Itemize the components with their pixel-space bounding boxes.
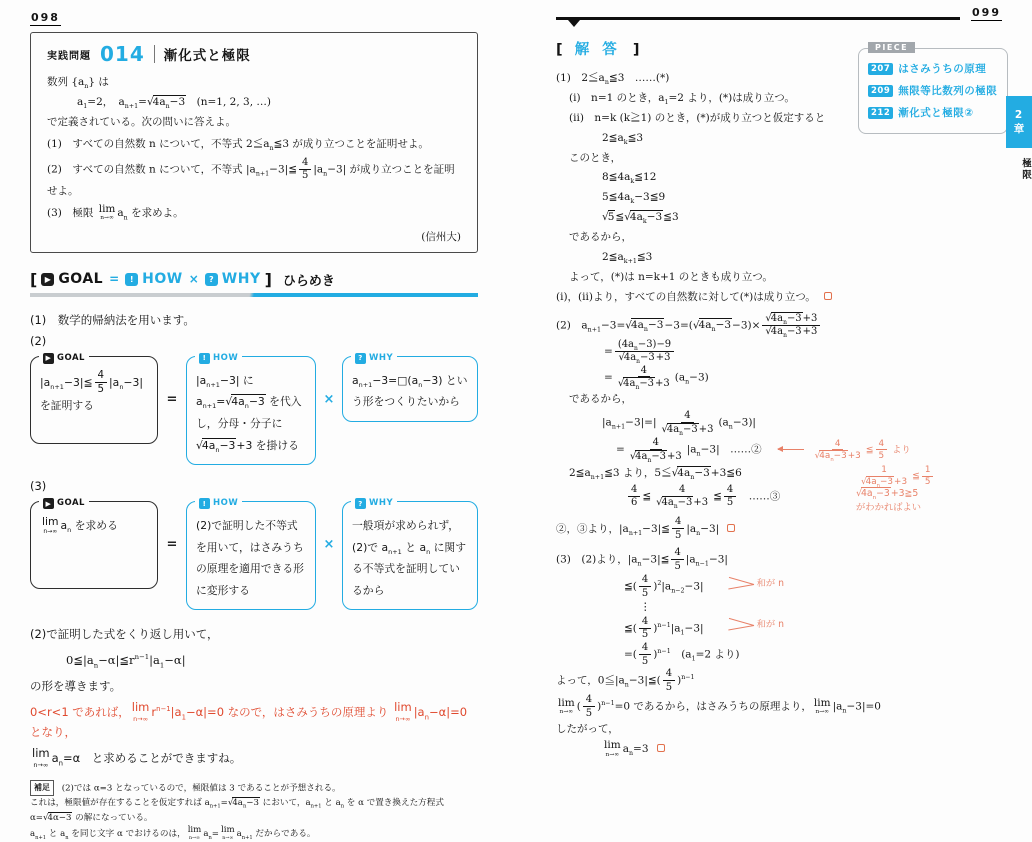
end-of-proof-mark xyxy=(824,292,832,300)
how-icon: ! xyxy=(125,273,138,286)
hirameki-header xyxy=(30,270,478,289)
why-box xyxy=(342,498,478,610)
piece-item-label: はさみうちの原理 xyxy=(898,63,987,75)
goal-box-text: lim n→∞ $a_n$ を求める xyxy=(42,514,118,536)
solution-line: よって，(*)は n=k+1 のときも成り立つ。 xyxy=(569,270,773,283)
bracket: ] xyxy=(632,42,640,58)
formula-line: $2≦a_k≦3$ xyxy=(602,131,644,146)
times-operator: × xyxy=(323,537,335,553)
question-1: (1) すべての自然数 n について，不等式 $2≦a_n≦3$ が成り立つことを証明せよ。 xyxy=(47,137,429,152)
answer-title: 解 答 xyxy=(574,42,621,58)
supplement-line xyxy=(30,780,478,797)
solution-line: (ii) n=k (k≧1) のとき，(*)が成り立つと仮定すると xyxy=(569,111,826,124)
why-icon: ? xyxy=(205,273,218,286)
page-number-right: 099 xyxy=(972,6,1001,19)
page-number-left: 098 xyxy=(31,11,60,24)
section-title: ひらめき xyxy=(282,273,335,289)
piece-item-label: 漸化式と極限② xyxy=(898,107,974,119)
why-box-label-text: WHY xyxy=(369,352,394,363)
left-arrow-icon xyxy=(778,449,804,450)
problem-number: 014 xyxy=(100,42,145,66)
formula-with-note xyxy=(556,463,1008,515)
conclusion-text: (i)，(ii)より，すべての自然数に対して(*)は成り立つ。 xyxy=(556,290,816,303)
solution-line: (1) $2≦a_n≦3$ ……(*) xyxy=(556,72,670,87)
divider xyxy=(154,45,155,63)
why-box-text: $a_{n+1}-3=□(a_n-3)$ という形をつくりたいから xyxy=(352,373,468,409)
supplement-text: (2)では α=3 となっているので，極限値は 3 であることが予想される。 xyxy=(61,783,341,794)
final-answer: lim n→∞ $a_n=3$ xyxy=(604,739,649,758)
question-3: (3) 極限 lim n→∞ $a_n$ を求めよ。 xyxy=(47,202,184,222)
why-icon: ? xyxy=(355,498,366,509)
fork-arrows-icon xyxy=(728,578,754,590)
piece-item-label: 無限等比数列の極限 xyxy=(898,85,998,97)
chapter-tab-subject: 極限 xyxy=(1020,158,1031,181)
formula-line: $\frac{4}{6}$ ≦ $\frac{4}{√4a_n-3+3}$ ≦ $\frac{4}{5}$ ……③ xyxy=(626,484,856,509)
bracket: [ xyxy=(30,269,38,289)
goal-box-label xyxy=(39,350,89,367)
chapter-tab-number: 2章 xyxy=(1006,96,1032,148)
final-answer-line xyxy=(602,740,1008,759)
supplement-note xyxy=(30,780,478,842)
bracket: ] xyxy=(264,269,272,289)
how-box xyxy=(186,498,316,610)
why-box-label xyxy=(351,495,397,512)
fork-arrows-icon xyxy=(728,619,754,631)
supplement-line: $a_{n+1}$ と $a_n$ を同じ文字 α でおけるのは， lim n→∞ $a_n=$ lim n→∞ $a_{n+1}$ だからである。 xyxy=(30,825,316,842)
goal-box-text: $|a_{n+1}-3|≦$ $\frac{4}{5}$ $|a_n-3|$ を証明する xyxy=(40,368,143,413)
chapter-tab xyxy=(1006,96,1032,181)
formula-line: = $\frac{4}{√4a_n-3+3}$ $(a_n-3)$ xyxy=(604,364,709,391)
formula-with-note xyxy=(556,573,1008,600)
solution-part-2 xyxy=(556,313,1008,541)
equals-operator: = xyxy=(166,537,178,553)
problem-title: 漸化式と極限 xyxy=(163,48,251,64)
formula-line: $0≦|a_n-\alpha|≦r^{n-1}|a_1-\alpha|$ xyxy=(66,653,186,670)
explanation-line: の形を導きます。 xyxy=(30,678,122,693)
how-box-label xyxy=(195,495,242,512)
problem-header xyxy=(47,44,461,64)
how-box-label xyxy=(195,350,242,367)
how-box-text: (2)で証明した不等式を用いて，はさみうちの原理を適用できる形に変形する xyxy=(196,519,304,597)
formula-line: $5≦4a_k-3≦9$ xyxy=(602,191,666,206)
hint-label-3: (3) xyxy=(30,479,47,494)
goal-box-label-text: GOAL xyxy=(57,498,85,509)
left-page xyxy=(30,6,478,842)
explanation-line: lim n→∞ $a_n=\alpha$ と求めることができますね。 xyxy=(32,746,242,769)
solution-part-1 xyxy=(556,69,1008,307)
key-remark-red: 0<r<1 であれば， lim n→∞ $r^{n-1}|a_1-\alpha|=0$ なので，はさみうちの原理より lim n→∞ $|a_n-\alpha|=0$ となり， xyxy=(30,700,468,740)
why-icon: ? xyxy=(355,353,366,364)
why-box-label-text: WHY xyxy=(369,498,394,509)
formula-line: $2≦a_{k+1}≦3$ xyxy=(602,251,653,266)
end-of-proof-mark xyxy=(727,524,735,532)
formula-line: lim n→∞ ( $\frac{4}{5}$ )$^{n-1}$=0 であるから，はさみうちの原理より， lim n→∞ $|a_n-3|=0$ xyxy=(558,694,881,719)
margin-note-text: 和が n xyxy=(756,577,785,589)
right-page-header xyxy=(556,4,1008,34)
formula-line: (2) $a_{n+1}-3=√4a_n-3-3=(√4a_n-3-3)\times$ $\frac{√4a_n-3+3}{√4a_n-3+3}$ xyxy=(556,313,1008,338)
triangle-marker-icon xyxy=(568,20,580,27)
how-icon: ! xyxy=(199,498,210,509)
right-page xyxy=(556,4,1008,765)
goal-box xyxy=(30,352,158,444)
how-box-label-text: HOW xyxy=(213,352,239,363)
how-label: HOW xyxy=(142,271,183,288)
end-of-proof-mark xyxy=(657,744,665,752)
formula-with-note xyxy=(556,615,1008,642)
formula-line: = $\frac{(4a_n-3)-9}{√4a_n-3+3}$ xyxy=(604,339,1008,364)
margin-note-text: $\frac{4}{√4a_n-3+3}$ ≦ $\frac{4}{5}$ より xyxy=(814,438,911,463)
formula-line: (3) (2)より，$|a_n-3|≦$ $\frac{4}{5}$ $|a_{n-1}-3|$ xyxy=(556,547,728,572)
times-operator: × xyxy=(323,391,335,407)
solution-line: であるから， xyxy=(569,393,632,406)
why-label: WHY xyxy=(221,271,261,288)
conclusion-text: ②，③より，$|a_{n+1}-3|≦$ $\frac{4}{5}$ $|a_n-3|$ xyxy=(556,516,720,541)
problem-line: で定義されている。次の問いに答えよ。 xyxy=(47,115,236,128)
goal-icon: ▶ xyxy=(41,273,54,286)
formula-line: =( $\frac{4}{5}$ )$^{n-1}$ ($a_1=2$ より) xyxy=(624,642,740,667)
section-underline xyxy=(30,293,478,297)
goal-icon: ▶ xyxy=(43,353,54,364)
hint-label-2: (2) xyxy=(30,333,47,348)
margin-note-text: $\frac{1}{√4a_n-3+3}$ ≦ $\frac{1}{5}$ xyxy=(856,465,935,487)
problem-category-label: 実践問題 xyxy=(47,50,91,62)
goal-label: GOAL xyxy=(58,271,104,288)
margin-note-text: 和が n xyxy=(756,619,785,631)
solution-line: したがって， xyxy=(556,723,619,736)
piece-number-badge: 207 xyxy=(868,63,893,75)
margin-note xyxy=(728,577,784,591)
how-box xyxy=(186,352,316,465)
why-box xyxy=(342,352,478,422)
solution-line: であるから， xyxy=(569,231,632,244)
how-box-label-text: HOW xyxy=(213,498,239,509)
formula-with-note xyxy=(556,436,1008,463)
problem-line: 数列 $\{a_n\}$ は xyxy=(47,76,109,91)
solution-line xyxy=(556,288,1008,307)
recurrence-formula: $a_1=2$， $a_{n+1}=√4a_n-3$ (n=1, 2, 3, …) xyxy=(77,95,271,111)
vertical-dots: ⋮ xyxy=(640,600,651,613)
goal-how-why-row-3 xyxy=(30,498,478,610)
solution-line: (i) n=1 のとき，$a_1=2$ より，(*)は成り立つ。 xyxy=(569,91,795,106)
piece-number-badge: 209 xyxy=(868,85,893,97)
top-rule xyxy=(556,17,960,20)
margin-note xyxy=(778,439,911,461)
formula-line: ≦( $\frac{4}{5}$ )$^2|a_{n-2}-3|$ xyxy=(624,574,704,599)
supplement-line: これは，極限値が存在することを仮定すれば $a_{n+1}=√4a_n-3$ において，$a_{n+1}$ と $a_n$ を α で置き換えた方程式 α=√4α−3 の解になっている。 xyxy=(30,798,444,824)
goal-box xyxy=(30,498,158,589)
formula-column xyxy=(556,463,856,510)
times-operator: × xyxy=(188,272,199,287)
equals-operator: = xyxy=(109,272,120,287)
piece-number-badge: 212 xyxy=(868,107,893,119)
why-box-label xyxy=(351,350,397,367)
solution-part-3 xyxy=(556,547,1008,759)
formula-line: $|a_{n+1}-3|=|$ $\frac{4}{√4a_n-3+3}$ $(a_n-3)|$ xyxy=(602,410,756,437)
equals-operator: = xyxy=(166,391,178,407)
margin-note xyxy=(856,465,935,515)
formula-line: よって，$0≦|a_n-3|≦$( $\frac{4}{5}$ )$^{n-1}$ xyxy=(556,668,695,693)
solution xyxy=(556,69,1008,759)
explanation-line: (2)で証明した式をくり返し用いて， xyxy=(30,627,219,642)
goal-how-why-row-2 xyxy=(30,352,478,465)
goal-icon: ▶ xyxy=(43,498,54,509)
supplement-label: 補足 xyxy=(30,780,54,796)
how-box-text: $|a_{n+1}-3|$ に $a_{n+1}=√4a_n-3$ を代入し，分母・分子に $√4a_n-3+3$ を掛ける xyxy=(196,373,302,454)
margin-note xyxy=(728,618,784,632)
goal-box-label xyxy=(39,495,89,512)
margin-note-text: がわかればよい xyxy=(856,502,922,514)
problem-box xyxy=(30,32,478,253)
how-icon: ! xyxy=(199,353,210,364)
formula-line: $8≦4a_k≦12$ xyxy=(602,171,657,186)
formula-line: = $\frac{4}{√4a_n-3+3}$ $|a_n-3|$ ……② xyxy=(616,437,762,464)
formula-line: $√5≦√4a_k-3≦3$ xyxy=(602,211,679,226)
formula-line: ≦( $\frac{4}{5}$ )$^{n-1}|a_1-3|$ xyxy=(624,615,704,641)
piece-tag: PIECE xyxy=(868,42,915,53)
formula-line: $2≦a_{n+1}≦3$ より，$5≦√4a_n-3+3≦6$ xyxy=(569,467,742,482)
goal-box-label-text: GOAL xyxy=(57,352,85,363)
problem-source: (信州大) xyxy=(421,230,461,243)
question-2: (2) すべての自然数 n について，不等式 $|a_{n+1}-3|≦$ $\frac{4}{5}$ $|a_n-3|$ が成り立つことを証明せよ。 xyxy=(47,156,455,197)
solution-line: このとき， xyxy=(569,151,622,164)
hint-point-1: (1) 数学的帰納法を用います。 xyxy=(30,312,195,327)
margin-note-text: $√4a_n-3+3≧5$ xyxy=(856,488,919,502)
why-box-text: 一般項が求められず，(2)で $a_{n+1}$ と $a_n$ に関する不等式を証明しているから xyxy=(352,519,466,597)
bracket: [ xyxy=(556,42,563,58)
solution-line xyxy=(556,516,1008,541)
